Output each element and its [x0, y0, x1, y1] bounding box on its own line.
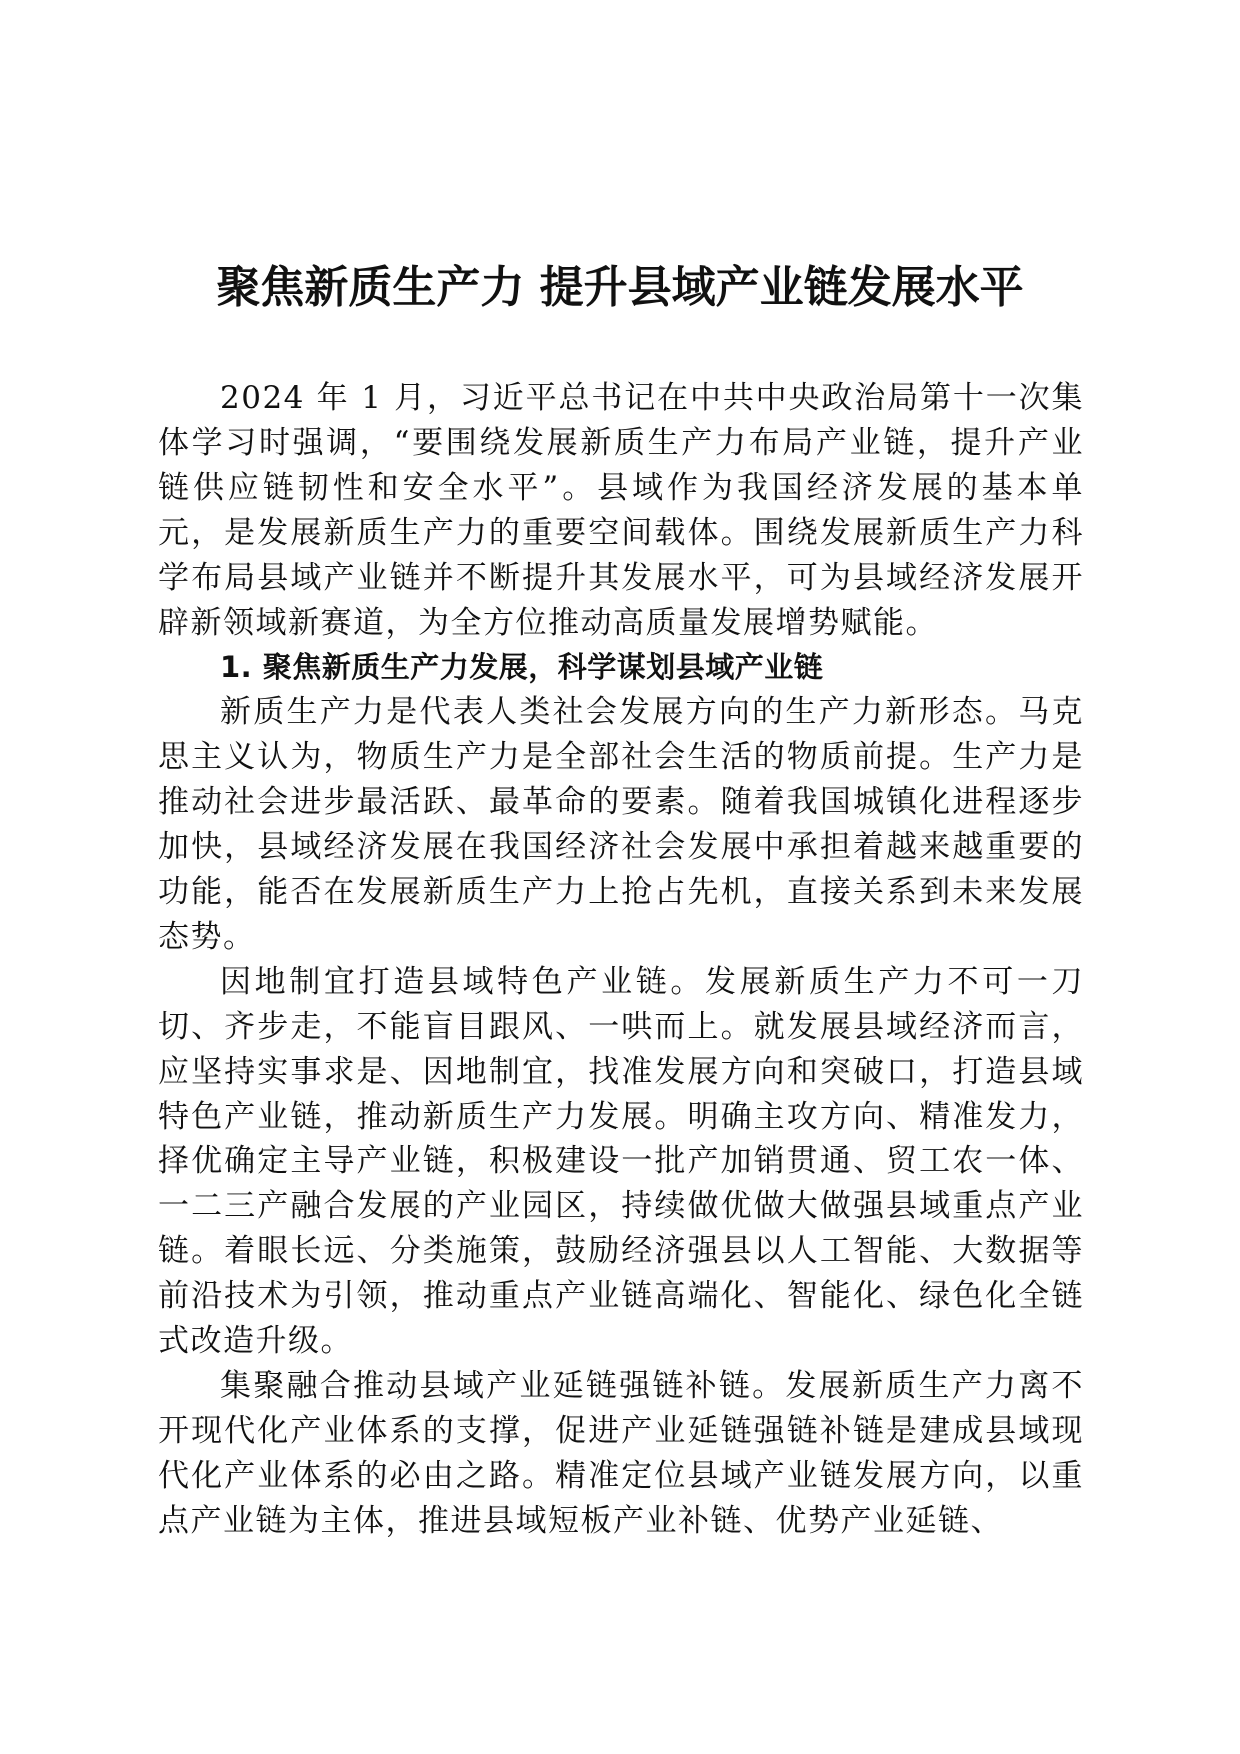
section-1-paragraph-1: 新质生产力是代表人类社会发展方向的生产力新形态。马克思主义认为，物质生产力是全部社会生活的物质前提。生产力是推动社会进步最活跃、最革命的要素。随着我国城镇化进程逐步加快，县域经济发展在我国经济社会发展中承担着越来越重要的功能，能否在发展新质生产力上抢占先机，直接关系到未来发展态势。: [158, 694, 1084, 955]
document-body: [158, 376, 1084, 1544]
section-1-paragraph-3: 集聚融合推动县域产业延链强链补链。发展新质生产力离不开现代化产业体系的支撑，促进产业延链强链补链是建成县域现代化产业体系的必由之路。精准定位县域产业链发展方向，以重点产业链为主体，推进县域短板产业补链、优势产业延链、: [158, 1367, 1084, 1539]
document-title: 聚焦新质生产力 提升县域产业链发展水平: [216, 262, 1024, 313]
intro-paragraph: 2024 年 1 月，习近平总书记在中共中央政治局第十一次集体学习时强调，“要围绕发展新质生产力布局产业链，提升产业链供应链韧性和安全水平”。县域作为我国经济发展的基本单元，是发展新质生产力的重要空间载体。围绕发展新质生产力科学布局县域产业链并不断提升其发展水平，可为县域经济发展开辟新领域新赛道，为全方位推动高质量发展增势赋能。: [158, 380, 1084, 641]
section-1-heading: 1. 聚焦新质生产力发展，科学谋划县域产业链: [220, 650, 824, 685]
section-1-paragraph-2: 因地制宜打造县域特色产业链。发展新质生产力不可一刀切、齐步走，不能盲目跟风、一哄而上。就发展县域经济而言，应坚持实事求是、因地制宜，找准发展方向和突破口，打造县域特色产业链，推动新质生产力发展。明确主攻方向、精准发力，择优确定主导产业链，积极建设一批产加销贯通、贸工农一体、一二三产融合发展的产业园区，持续做优做大做强县域重点产业链。着眼长远、分类施策，鼓励经济强县以人工智能、大数据等前沿技术为引领，推动重点产业链高端化、智能化、绿色化全链式改造升级。: [158, 963, 1084, 1360]
